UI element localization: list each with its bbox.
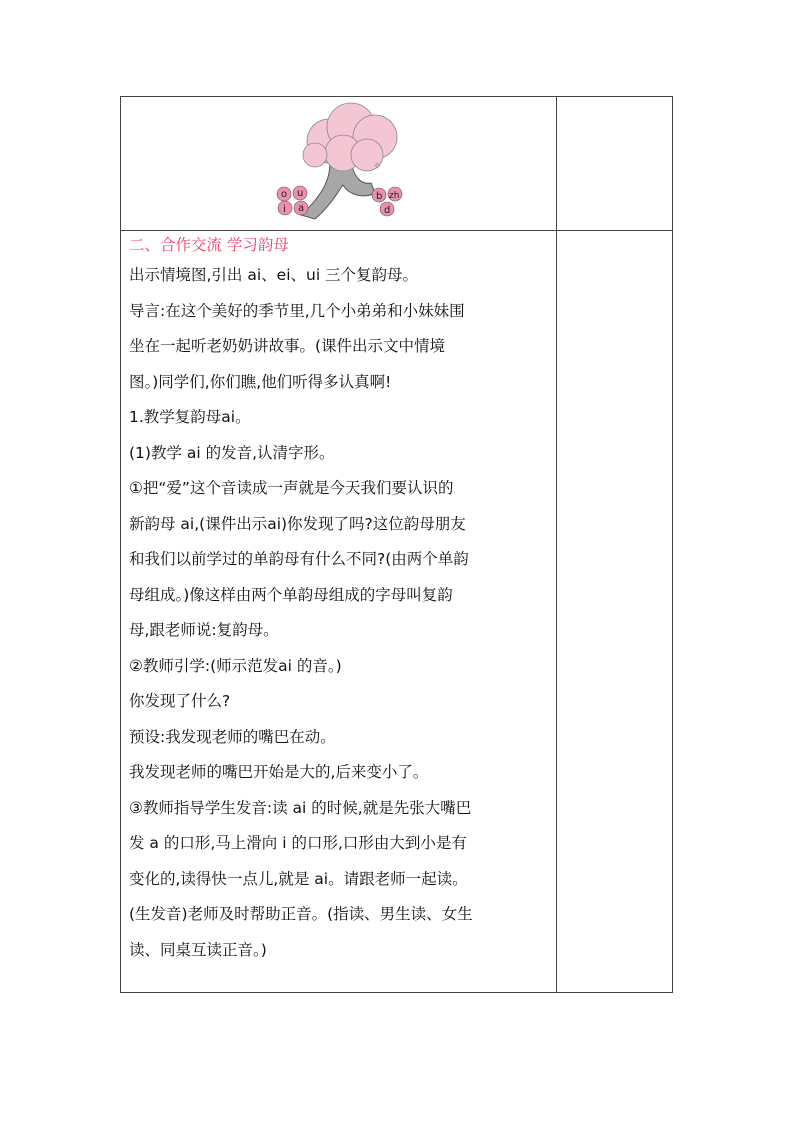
text-line: 我发现老师的嘴巴开始是大的,后来变小了。 — [129, 763, 429, 781]
text-line: 发 a 的口形,马上滑向 i 的口形,口形由大到小是有 — [129, 834, 467, 852]
tree-illustration — [271, 97, 421, 230]
text-line: 导言:在这个美好的季节里,几个小弟弟和小妹妹围 — [129, 301, 465, 320]
text-line: 变化的,读得快一点儿,就是 ai。请跟老师一起读。 — [129, 869, 468, 888]
lesson-content — [129, 232, 553, 968]
fruit-letter: i — [283, 204, 286, 215]
text-line: 1.教学复韵母ai。 — [129, 408, 251, 426]
fruit-letter: u — [297, 188, 304, 199]
section-heading: 二、合作交流 学习韵母 — [129, 236, 289, 254]
text-line: 图。)同学们,你们瞧,他们听得多认真啊! — [129, 372, 392, 391]
row-divider — [121, 230, 672, 231]
text-line: 母组成。)像这样由两个单韵母组成的字母叫复韵 — [129, 585, 453, 604]
text-line: ②教师引学:(师示范发ai 的音。) — [129, 656, 342, 675]
text-line: 新韵母 ai,(课件出示ai)你发现了吗?这位韵母朋友 — [129, 514, 466, 533]
fruit-cluster-right — [372, 187, 402, 216]
fruit-letter: a — [298, 203, 305, 214]
text-line: 出示情境图,引出 ai、ei、ui 三个复韵母。 — [129, 266, 419, 284]
text-line: ①把“爱”这个音读成一声就是今天我们要认识的 — [129, 479, 454, 497]
fruit-cluster-left — [277, 186, 308, 215]
text-line: 你发现了什么? — [129, 692, 231, 710]
lesson-table — [120, 96, 673, 993]
fruit-letter: b — [376, 191, 383, 202]
tree-canopy — [303, 103, 397, 171]
fruit-letter: d — [384, 205, 391, 216]
star-icon: ✧ — [373, 161, 382, 172]
text-line: (生发音)老师及时帮助正音。(指读、男生读、女生 — [129, 905, 473, 923]
text-line: 读、同桌互读正音。) — [129, 940, 267, 959]
text-line: 预设:我发现老师的嘴巴在动。 — [129, 727, 336, 746]
fruit-letter: o — [281, 189, 288, 200]
text-line: (1)教学 ai 的发音,认清字形。 — [129, 443, 335, 462]
text-line: 坐在一起听老奶奶讲故事。(课件出示文中情境 — [129, 337, 446, 355]
column-divider — [556, 97, 557, 992]
text-line: ③教师指导学生发音:读 ai 的时候,就是先张大嘴巴 — [129, 798, 472, 817]
text-line: 和我们以前学过的单韵母有什么不同?(由两个单韵 — [129, 550, 469, 568]
fruit-letter: zh — [389, 191, 400, 201]
text-line: 母,跟老师说:复韵母。 — [129, 621, 279, 639]
